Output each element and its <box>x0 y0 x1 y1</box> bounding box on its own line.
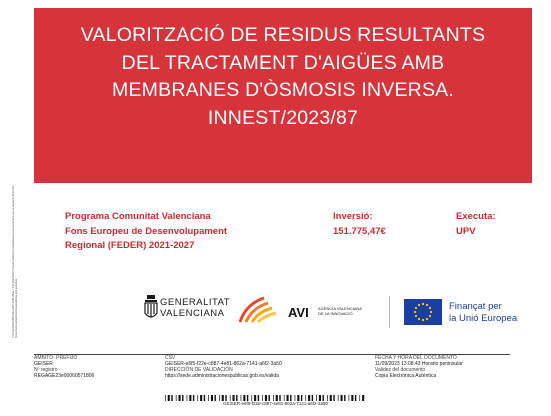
title-banner <box>34 8 532 183</box>
investment-label: Inversió: <box>333 211 373 222</box>
executor-value: UPV <box>456 225 476 237</box>
side-verification-text: CSV:GEISER-e6f5-f22e-c887-4e81-862a-7141-a6f2-3a50 | Puede verificar la integridad de este documento en la siguiente dirección: https://sede.administracionespublicas.gob.es/valida <box>12 185 19 338</box>
barcode-caption: GEISER-e6f5-f22e-c887-4e81-862a-7141-a6f2-3a50 <box>222 401 329 406</box>
program-info: Programa Comunitat Valenciana Fons Europeu de Desenvolupament Regional (FEDER) 2021-2027 <box>65 211 228 251</box>
footer-csv: CSV GEISER-e6f5-f22e-c887-4e81-862a-7141-a6f2-3a50 DIRECCIÓN DE VALIDACIÓN https://sede.administracionespublicas.gob.es/valida <box>165 355 282 379</box>
title-line: VALORITZACIÓ DE RESIDUS RESULTANTS <box>80 24 486 46</box>
generalitat-emblem-icon <box>144 295 158 323</box>
avi-logo-icon <box>236 294 288 324</box>
title-line: MEMBRANES D'ÒSMOSIS INVERSA. <box>112 79 454 101</box>
investment-value: 151.775,47€ <box>333 225 386 237</box>
logo-divider <box>389 296 390 328</box>
validation-link[interactable]: https://sede.administracionespublicas.gob.es/valida <box>165 373 279 379</box>
executor-info <box>456 210 496 239</box>
executor-label: Executa: <box>456 211 496 222</box>
title-line: INNEST/2023/87 <box>207 106 359 129</box>
project-title <box>34 22 532 132</box>
footer-registry: ÁMBITO- PREFIJO GEISER Nº registro REGAGE23e00060571806 <box>34 355 95 379</box>
eu-flag-icon <box>404 299 442 325</box>
footer-date: FECHA Y HORA DEL DOCUMENTO 11/09/2023 13:08:43 Horario peninsular Validez del documento Copia Electrónica Auténtica <box>375 355 463 379</box>
investment-info <box>333 210 386 239</box>
title-line: DEL TRACTAMENT D'AIGÜES AMB <box>121 51 445 74</box>
